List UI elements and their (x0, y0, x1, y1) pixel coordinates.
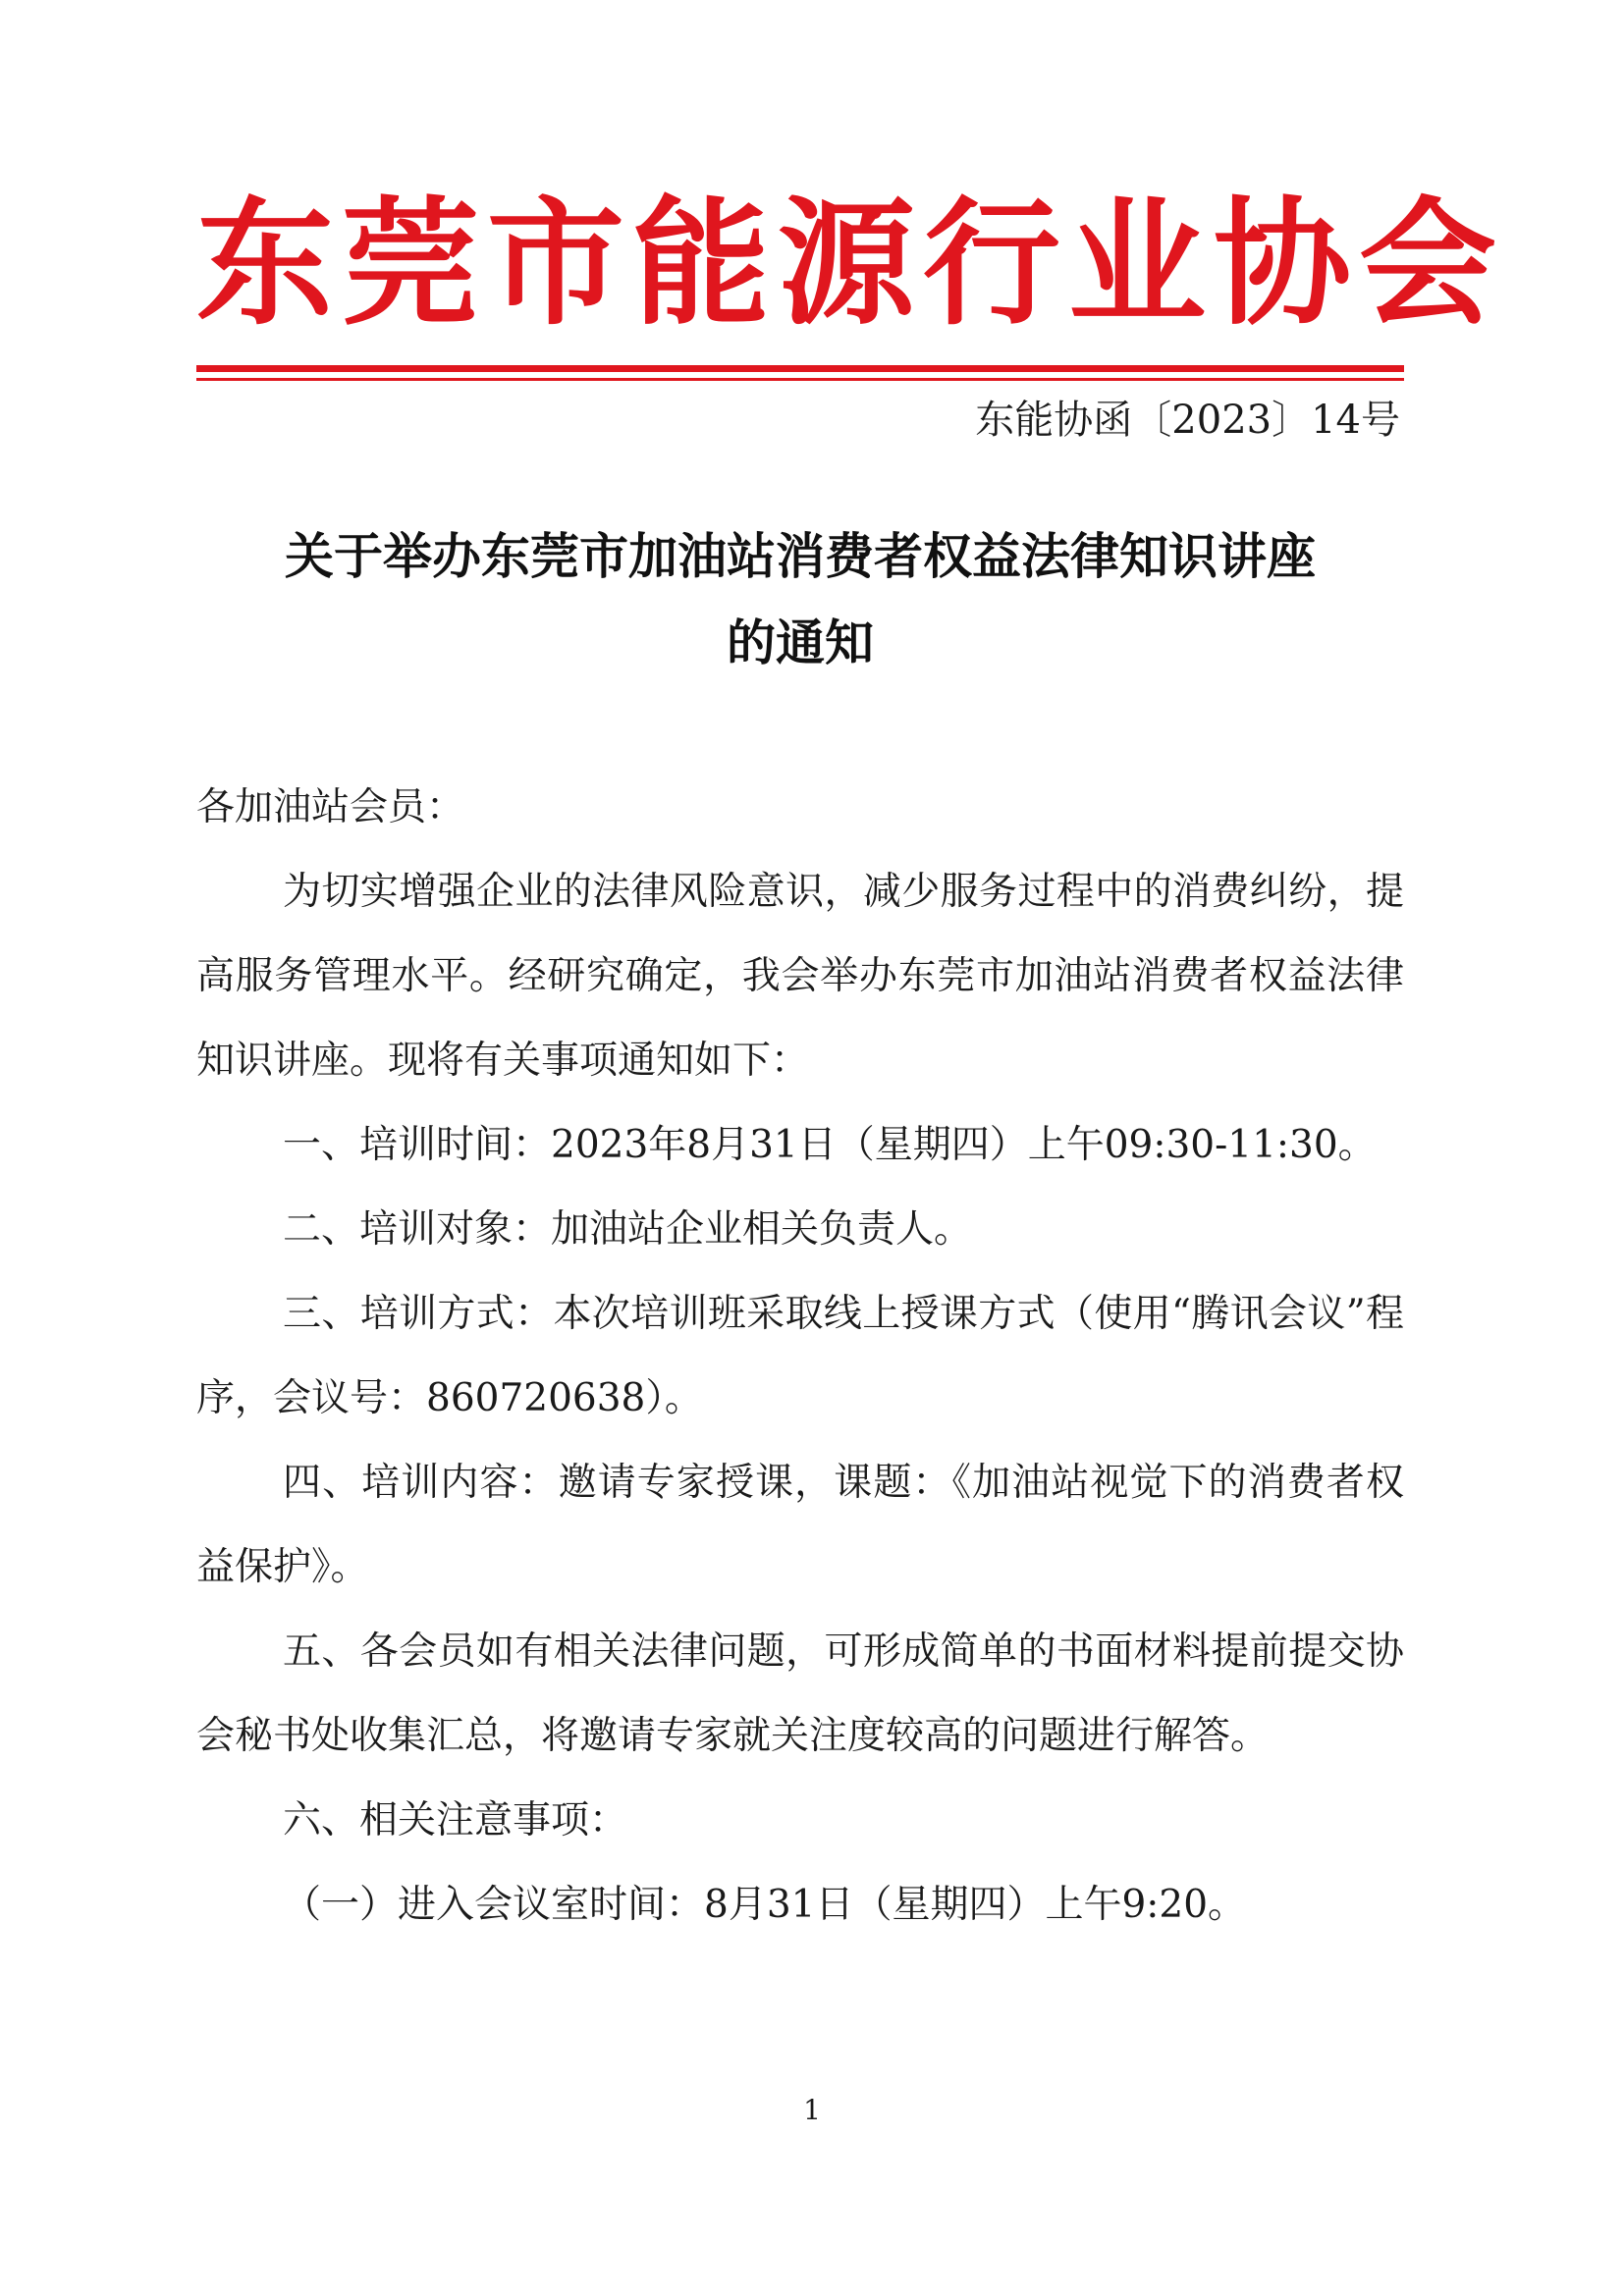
document-title-line-2: 的通知 (727, 614, 874, 671)
item-legal-questions: 五、各会员如有相关法律问题，可形成简单的书面材料提前提交协会秘书处收集汇总，将邀请专家就关注度较高的问题进行解答。 (196, 1629, 1404, 1758)
salutation: 各加油站会员： (196, 785, 465, 829)
red-header-rule-thick (196, 365, 1404, 372)
red-header-rule-thin (196, 378, 1404, 381)
document-body (196, 766, 1404, 1948)
document-number: 东能协函〔2023〕14号 (975, 398, 1400, 443)
page-number: 1 (803, 2094, 821, 2126)
item-training-method: 三、培训方式：本次培训班采取线上授课方式（使用“腾讯会议”程序，会议号：860720638）。 (196, 1292, 1404, 1420)
item-training-content: 四、培训内容：邀请专家授课，课题：《加油站视觉下的消费者权益保护》。 (196, 1461, 1404, 1589)
item-training-audience: 二、培训对象：加油站企业相关负责人。 (283, 1207, 973, 1252)
document-title-line-1: 关于举办东莞市加油站消费者权益法律知识讲座 (285, 527, 1316, 585)
item-notes-heading: 六、相关注意事项： (283, 1798, 628, 1842)
item-training-time: 一、培训时间：2023年8月31日（星期四）上午09:30-11:30。 (283, 1123, 1377, 1167)
paragraph-intro: 为切实增强企业的法律风险意识，减少服务过程中的消费纠纷，提高服务管理水平。经研究确定，我会举办东莞市加油站消费者权益法律知识讲座。现将有关事项通知如下： (196, 870, 1404, 1083)
item-note-entry-time: （一）进入会议室时间：8月31日（星期四）上午9:20。 (283, 1883, 1247, 1927)
organization-masthead: 东莞市能源行业协会 (196, 185, 1505, 345)
